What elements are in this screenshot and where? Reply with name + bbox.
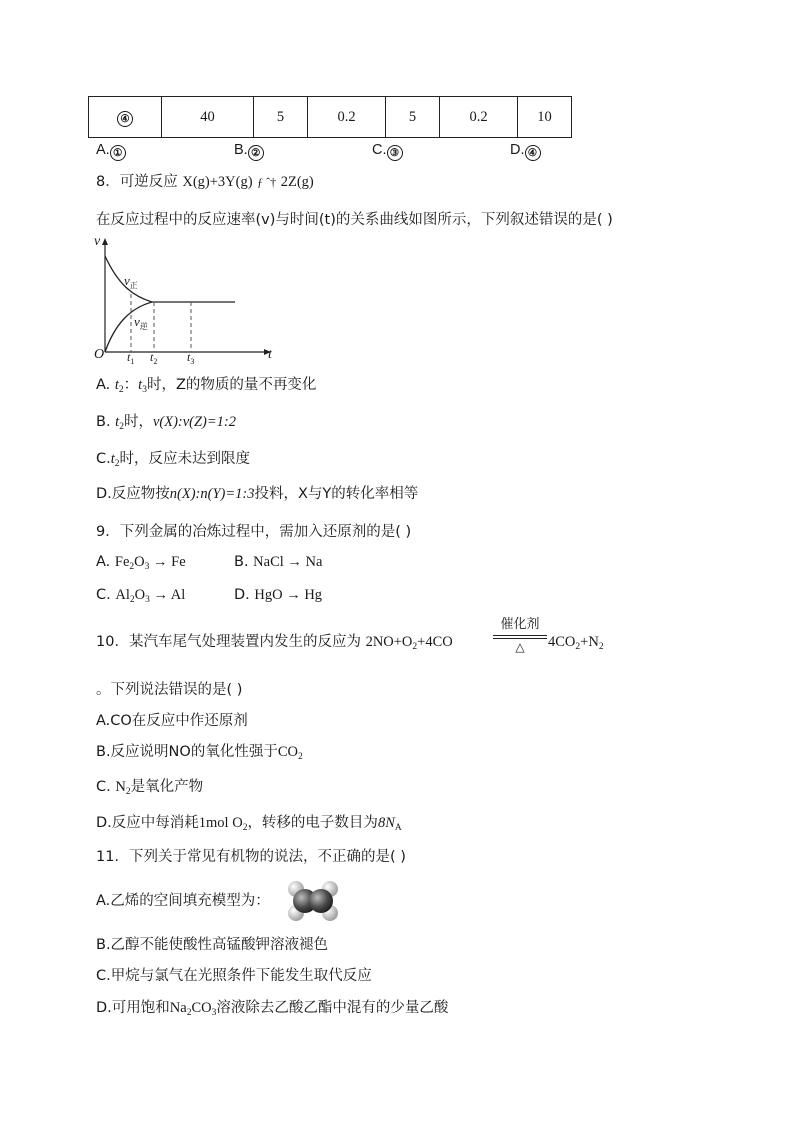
q9-option-a[interactable]: A. $Fe_2O_3 \to Fe$ [96, 554, 186, 572]
q10-option-d[interactable]: D.反应中每消耗1mol $O_2$，转移的电子数目为$8N_A$ [96, 815, 402, 833]
t1-label: $t_1$ [127, 350, 135, 366]
reverse-rate-label: $v_逆$ [134, 314, 148, 331]
table-cell: 10 [518, 97, 572, 138]
q8-option-b[interactable]: B. $t_2$时，v(X):v(Z)=1:2 [96, 414, 237, 432]
q8-stem: 在反应过程中的反应速率(v)与时间(t)的关系曲线如图所示，下列叙述错误的是( ) [96, 212, 613, 228]
q9-option-b[interactable]: B. NaCl → Na [234, 554, 323, 570]
t3-label: $t_3$ [187, 350, 195, 366]
q10-option-a[interactable]: A.CO在反应中作还原剂 [96, 713, 248, 729]
experiment-table [88, 96, 572, 138]
heat-symbol: △ [515, 640, 525, 654]
table-cell-id: ④ [89, 97, 162, 138]
y-axis-label: v [94, 234, 101, 249]
x-axis-label: t [268, 347, 272, 362]
q8-title: 8．可逆反应 X(g)+3Y(g) ƒ ˆ† 2Z(g) [96, 174, 314, 190]
q8-option-d[interactable]: D.反应物按n(X):n(Y)=1:3投料，X与Y的转化率相等 [96, 486, 419, 502]
q9-stem: 9．下列金属的冶炼过程中，需加入还原剂的是( ) [96, 524, 412, 540]
y-axis-arrow [102, 238, 108, 245]
ethylene-space-filling-model [284, 878, 342, 924]
origin-label: O [94, 347, 105, 362]
q11-stem: 11．下列关于常见有机物的说法，不正确的是( ) [96, 849, 406, 865]
q7-option-d[interactable]: D. ④ [510, 140, 541, 161]
q10-option-c[interactable]: C. $N_2$是氧化产物 [96, 779, 204, 797]
q10-stem: 10．某汽车尾气处理装置内发生的反应为 $2NO+O_2+4CO$ [96, 634, 453, 652]
q7-option-b[interactable]: B. ② [234, 140, 264, 161]
table-cell: 5 [386, 97, 440, 138]
q7-option-c[interactable]: C. ③ [372, 140, 403, 161]
t2-label: $t_2$ [150, 350, 158, 366]
q8-option-c[interactable]: $C.t_2$时，反应未达到限度 [96, 451, 251, 469]
q10-tail: 。下列说法错误的是( ) [96, 682, 243, 698]
forward-rate-label: $v_正$ [124, 273, 138, 290]
table-cell: 5 [254, 97, 308, 138]
q10-products: $4CO_2+N_2$ [548, 634, 604, 652]
table-cell: 40 [162, 97, 254, 138]
q10-option-b[interactable]: B.反应说明NO的氧化性强于$CO_2$ [96, 744, 303, 762]
q9-option-d[interactable]: D. HgO → Hg [234, 587, 323, 603]
catalyst-label: 催化剂 [500, 617, 540, 632]
q9-option-c[interactable]: C. $Al_2O_3 \to Al$ [96, 587, 186, 605]
q8-option-a[interactable]: A. $t_2$：$t_3$时，Z的物质的量不再变化 [96, 377, 317, 395]
table-cell: 0.2 [440, 97, 518, 138]
table-row [89, 97, 572, 138]
q11-option-a[interactable]: A.乙烯的空间填充模型为： [96, 893, 270, 909]
q11-option-d[interactable]: D.可用饱和$Na_2CO_3$溶液除去乙酸乙酯中混有的少量乙酸 [96, 1000, 449, 1018]
q11-option-c[interactable]: C.甲烷与氯气在光照条件下能发生取代反应 [96, 968, 372, 984]
carbon-atom [309, 889, 333, 913]
table-cell: 0.2 [308, 97, 386, 138]
q11-option-b[interactable]: B.乙醇不能使酸性高锰酸钾溶液褪色 [96, 937, 329, 953]
q7-option-a[interactable]: A. ① [96, 140, 126, 161]
reaction-condition [493, 616, 547, 655]
